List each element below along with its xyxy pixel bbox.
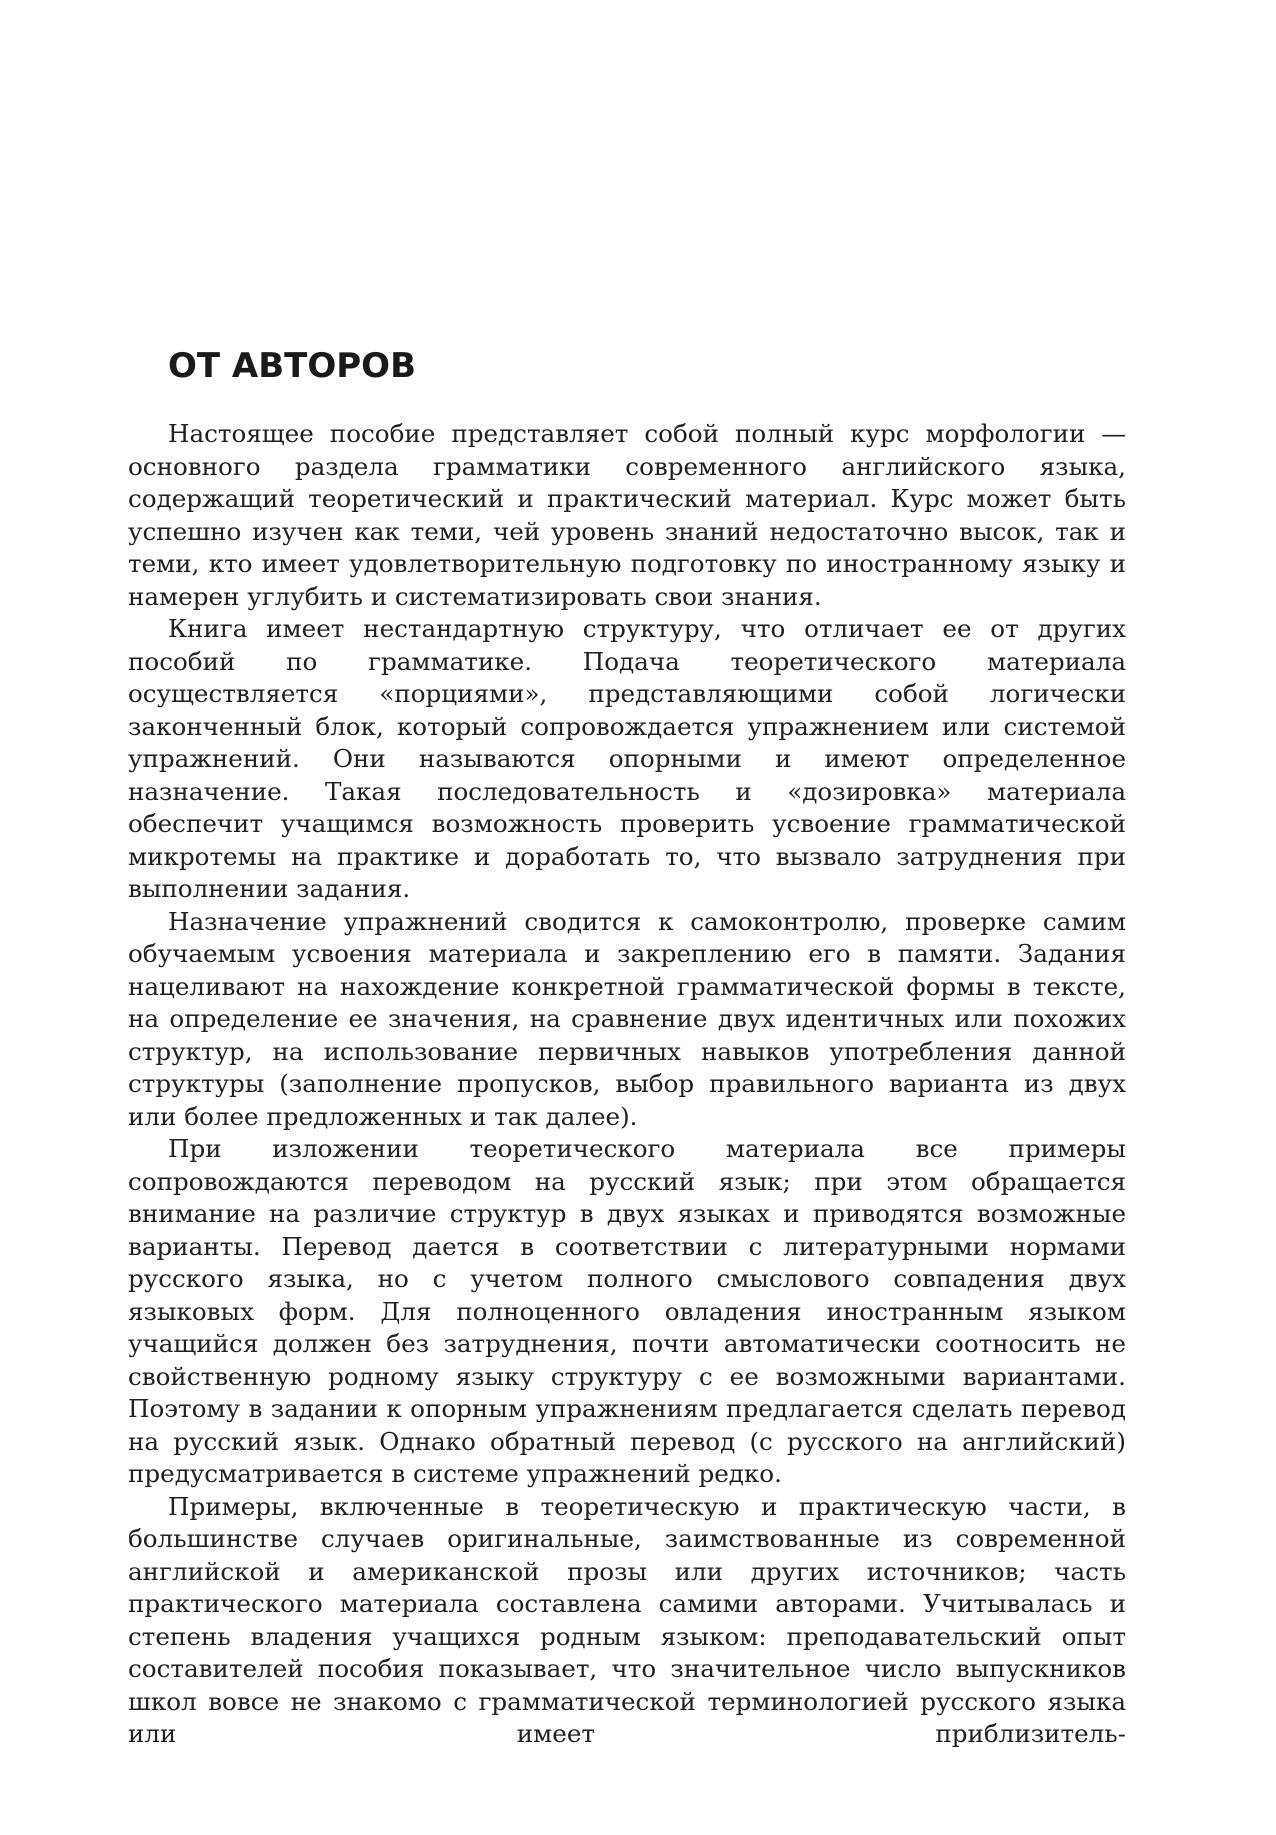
paragraph-5: Примеры, включенные в теоретическую и практическую части, в большинстве случаев оригинальные, заимствованные из современной английской и американской прозы или других источников; часть практического материала составлена самими авторами. Учитывалась и степень владения учащихся родным языком: преподавательский опыт составителей пособия показывает, что значительное число выпускников школ вовсе не знакомо с грамматической терминологией русского языка или имеет приблизитель- [128,1491,1126,1748]
paragraph-3: Назначение упражнений сводится к самоконтролю, проверке самим обучаемым усвоения материала и закреплению его в памяти. Задания нацеливают на нахождение конкретной грамматической формы в тексте, на определение ее значения, на сравнение двух идентичных или похожих структур, на использование первичных навыков употребления данной структуры (заполнение пропусков, выбор правильного варианта из двух или более предложенных и так далее). [128,906,1126,1131]
section-heading: ОТ АВТОРОВ [168,346,416,386]
paragraph-1: Настоящее пособие представляет собой полный курс морфологии — основного раздела грамматики современного английского языка, содержащий теоретический и практический материал. Курс может быть успешно изучен как теми, чей уровень знаний недостаточно высок, так и теми, кто имеет удовлетворительную подготовку по иностранному языку и намерен углубить и систематизировать свои знания. [128,419,1126,611]
paragraph-4: При изложении теоретического материала все примеры сопровождаются переводом на русский язык; при этом обращается внимание на различие структур в двух языках и приводятся возможные варианты. Перевод дается в соответствии с литературными нормами русского языка, но с учетом полного смыслового совпадения двух языковых форм. Для полноценного овладения иностранным языком учащийся должен без затруднения, почти автоматически соотносить не свойственную родному языку структуру с ее возможными вариантами. Поэтому в задании к опорным упражнениям предлагается сделать перевод на русский язык. Однако обратный перевод (с русского на английский) предусматривается в системе упражнений редко. [128,1134,1126,1488]
paragraph-2: Книга имеет нестандартную структуру, что отличает ее от других пособий по грамматике. Подача теоретического материала осуществляется «порциями», представляющими собой логически законченный блок, который сопровождается упражнением или системой упражнений. Они называются опорными и имеют определенное назначение. Такая последовательность и «дозировка» материала обеспечит учащимся возможность проверить усвоение грамматической микротемы на практике и доработать то, что вызвало затруднения при выполнении задания. [128,614,1126,903]
body-text [128,418,1126,1751]
